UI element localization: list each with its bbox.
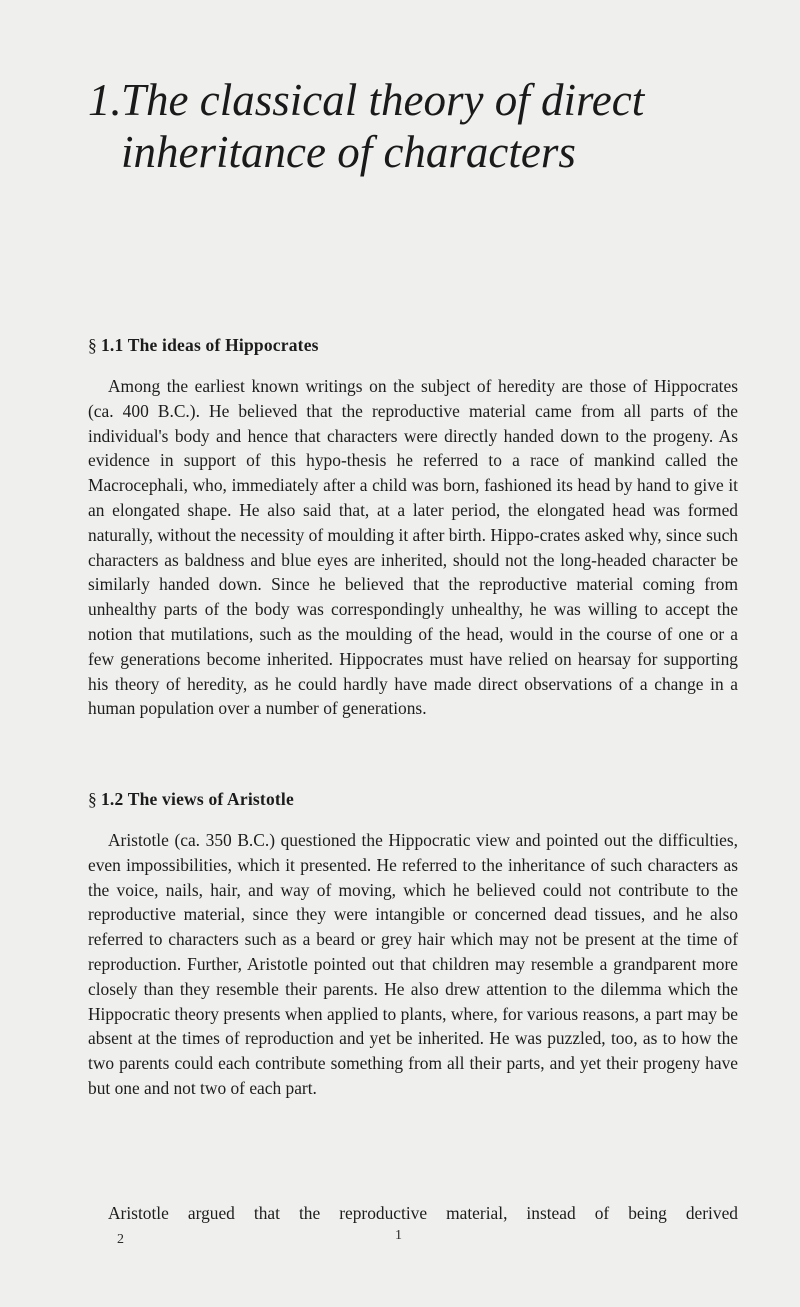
page-number: 1 [395,1228,402,1243]
section-mark: § [88,789,97,809]
chapter-title-line-2: inheritance of characters [121,127,576,177]
section-number: 1.2 [100,789,124,809]
section-title: The views of Aristotle [127,789,294,809]
chapter-title-line-1: The classical theory of direct [121,75,645,125]
section-heading-1-2 [88,789,294,810]
section-title: The ideas of Hippocrates [127,335,319,355]
section-mark: § [88,335,97,355]
signature-mark: 2 [117,1232,124,1247]
section-heading-1-1 [88,335,319,356]
chapter-number: 1. [88,75,122,125]
section-number: 1.1 [100,335,124,355]
paragraph-aristotle: Aristotle (ca. 350 B.C.) questioned the Hippocratic view and pointed out the difficulties, even impossibilities, which it presented. He referred to the inheritance of such characters as the voice, nails, hair, and way of moving, which he believed could not contribute to the reproductive material, since they were intangible or concerned dead tissues, and he also referred to characters such as a beard or grey hair which may not be present at the time of reproduction. Further, Aristotle pointed out that children may resemble a grandparent more closely than they resemble their parents. He also drew attention to the dilemma which the Hippocratic theory presents when applied to plants, where, for various reasons, a part may be absent at the times of reproduction and yet be inherited. He was puzzled, too, as to how the two parents could each contribute something from all their parts, and yet their progeny have but one and not two of each part. [88,830,738,1098]
chapter-title [88,74,728,178]
paragraph-hippocrates: Among the earliest known writings on the subject of heredity are those of Hippocrates (ca. 400 B.C.). He believed that the reproductive material came from all parts of the individual's body and hence that characters were directly handed down to the progeny. As evidence in support of this hypo-thesis he referred to a race of mankind called the Macrocephali, who, immediately after a child was born, fashioned its head by hand to give it an elongated shape. He also said that, at a later period, the elongated head was formed naturally, without the necessity of moulding it after birth. Hippo-crates asked why, since such characters as baldness and blue eyes are inherited, should not the long-headed character be similarly handed down. Since he believed that the reproductive material coming from unhealthy parts of the body was correspondingly unhealthy, he was willing to accept the notion that mutilations, such as the moulding of the head, would in the course of one or a few generations become inherited. Hippocrates must have relied on hearsay for supporting his theory of heredity, as he could hardly have made direct observations of a change in a human population over a number of generations. [88,376,738,719]
paragraph-aristotle-continued: Aristotle argued that the reproductive material, instead of being derived [108,1203,738,1223]
